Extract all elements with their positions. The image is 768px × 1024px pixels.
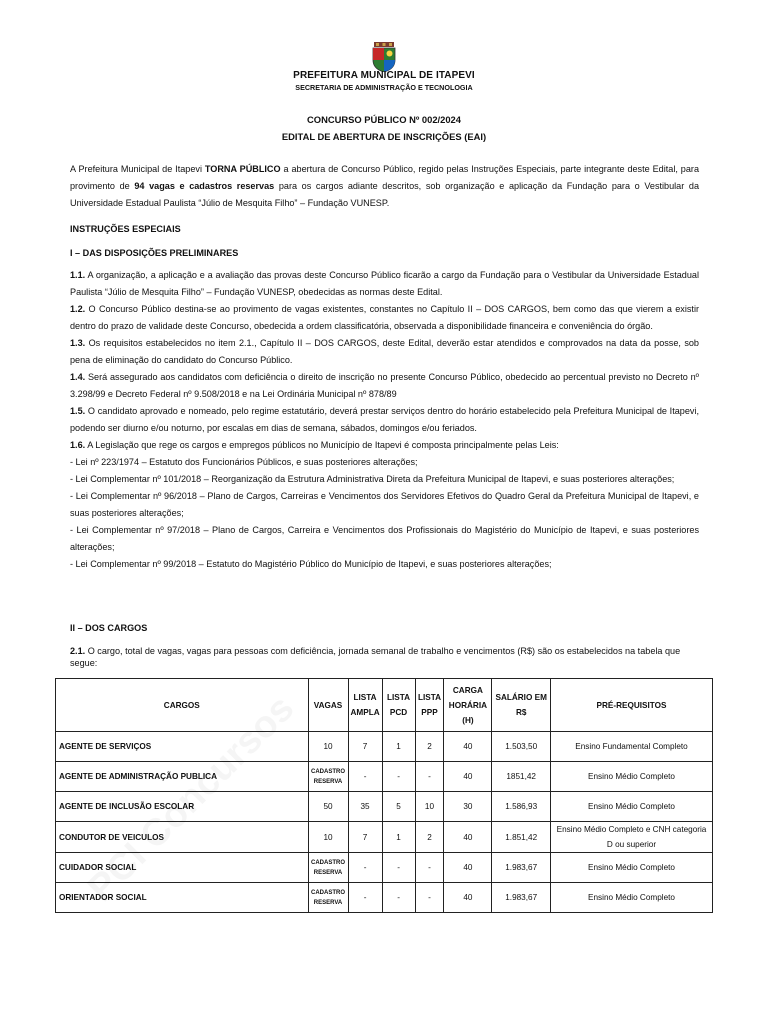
item-1-3: 1.3. Os requisitos estabelecidos no item 2.1., Capítulo II – DOS CARGOS, deste Edital, deverão estar atendidos e comprovados na data da posse, sob pena de eliminação do candidato do Concurso Público. — [70, 338, 699, 365]
section-instrucoes-heading: INSTRUÇÕES ESPECIAIS — [70, 224, 181, 234]
law-item: - Lei Complementar nº 96/2018 – Plano de Cargos, Carreiras e Vencimentos dos Servidores Efetivos do Quadro Geral da Prefeitura Municipal de Itapevi, e suas posteriores alterações; — [70, 491, 699, 518]
header-cell: LISTA AMPLA — [348, 679, 382, 732]
section-2-heading: II – DOS CARGOS — [70, 623, 148, 633]
contest-title: CONCURSO PÚBLICO Nº 002/2024 — [307, 114, 461, 125]
law-item: - Lei nº 223/1974 – Estatuto dos Funcionários Públicos, e suas posteriores alterações; — [70, 457, 418, 467]
header-cell: CARGA HORÁRIA (H) — [444, 679, 492, 732]
header-cell: VAGAS — [308, 679, 348, 732]
table-row: CONDUTOR DE VEICULOS 10 7 1 2 40 1.851,42 Ensino Médio Completo e CNH categoria D ou superior — [56, 822, 713, 853]
municipal-crest-icon — [370, 42, 398, 72]
table-row: ORIENTADOR SOCIAL CADASTRO RESERVA - - - 40 1.983,67 Ensino Médio Completo — [56, 883, 713, 913]
items-list — [70, 267, 699, 573]
item-1-1: 1.1. A organização, a aplicação e a avaliação das provas deste Concurso Público ficarão a cargo da Fundação para o Vestibular da Universidade Estadual Paulista “Júlio de Mesquita Filho” – Fundação VUNESP, obedecidas as normas deste Edital. — [70, 270, 699, 297]
municipality-name: PREFEITURA MUNICIPAL DE ITAPEVI — [293, 70, 475, 81]
header-cell: LISTA PCD — [382, 679, 415, 732]
item-1-5: 1.5. O candidato aprovado e nomeado, pelo regime estatutário, deverá prestar serviços dentro do horário estabelecido pela Prefeitura Municipal de Itapevi, podendo ser diurno e/ou noturno, por escalas em dias de semana, sábados, domingos e/ou feriados. — [70, 406, 699, 433]
law-item: - Lei Complementar nº 99/2018 – Estatuto do Magistério Público do Município de Itapevi, e suas posteriores alterações; — [70, 559, 552, 569]
table-header-row — [56, 679, 713, 732]
cargos-table — [55, 678, 713, 913]
table-row: AGENTE DE SERVIÇOS 10 7 1 2 40 1.503,50 Ensino Fundamental Completo — [56, 732, 713, 762]
item-2-1: 2.1. O cargo, total de vagas, vagas para pessoas com deficiência, jornada semanal de trabalho e vencimentos (R$) são os estabelecidos na tabela que segue: — [70, 646, 681, 668]
item-1-4: 1.4. Será assegurado aos candidatos com deficiência o direito de inscrição no presente Concurso Público, obedecido ao percentual previsto no Decreto nº 3.298/99 e Decreto Federal nº 9.508/2018 e na Lei Ordinária Municipal nº 878/89 — [70, 372, 699, 399]
header-cell: SALÁRIO EM R$ — [492, 679, 551, 732]
law-item: - Lei Complementar nº 101/2018 – Reorganização da Estrutura Administrativa Direta da Prefeitura Municipal de Itapevi, e suas posteriores alterações; — [70, 474, 675, 484]
intro-paragraph: A Prefeitura Municipal de Itapevi TORNA PÚBLICO a abertura de Concurso Público, regido pelas Instruções Especiais, parte integrante deste Edital, para provimento de 94 vagas e cadastros reservas para os cargos adiante descritos, sob organização e aplicação da Fundação para o Vestibular da Universidade Estadual Paulista “Júlio de Mesquita Filho” – Fundação VUNESP. — [70, 164, 700, 208]
edital-title: EDITAL DE ABERTURA DE INSCRIÇÕES (EAI) — [281, 131, 487, 142]
section-1-heading: I – DAS DISPOSIÇÕES PRELIMINARES — [70, 248, 239, 258]
table-row: AGENTE DE ADMINISTRAÇÃO PUBLICA CADASTRO RESERVA - - - 40 1851,42 Ensino Médio Completo — [56, 762, 713, 792]
secretariat-name: SECRETARIA DE ADMINISTRAÇÃO E TECNOLOGIA — [295, 83, 473, 92]
table-row: AGENTE DE INCLUSÃO ESCOLAR 50 35 5 10 30 1.586,93 Ensino Médio Completo — [56, 792, 713, 822]
header-cell: PRÉ-REQUISITOS — [551, 679, 713, 732]
item-1-2: 1.2. O Concurso Público destina-se ao provimento de vagas existentes, constantes no Capítulo II – DOS CARGOS, bem como das que vierem a existir dentro do prazo de validade deste Concurso, obedecida a ordem classificatória, observada a disponibilidade financeira e conveniência do órgão. — [70, 304, 699, 331]
header-cell: LISTA PPP — [415, 679, 444, 732]
header-cell: CARGOS — [56, 679, 309, 732]
table-row: CUIDADOR SOCIAL CADASTRO RESERVA - - - 40 1.983,67 Ensino Médio Completo — [56, 853, 713, 883]
law-item: - Lei Complementar nº 97/2018 – Plano de Cargos, Carreira e Vencimentos dos Profissionais do Magistério do Município de Itapevi, e suas posteriores alterações; — [70, 525, 699, 552]
item-1-6: 1.6. A Legislação que rege os cargos e empregos públicos no Município de Itapevi é composta principalmente pelas Leis: — [70, 440, 559, 450]
